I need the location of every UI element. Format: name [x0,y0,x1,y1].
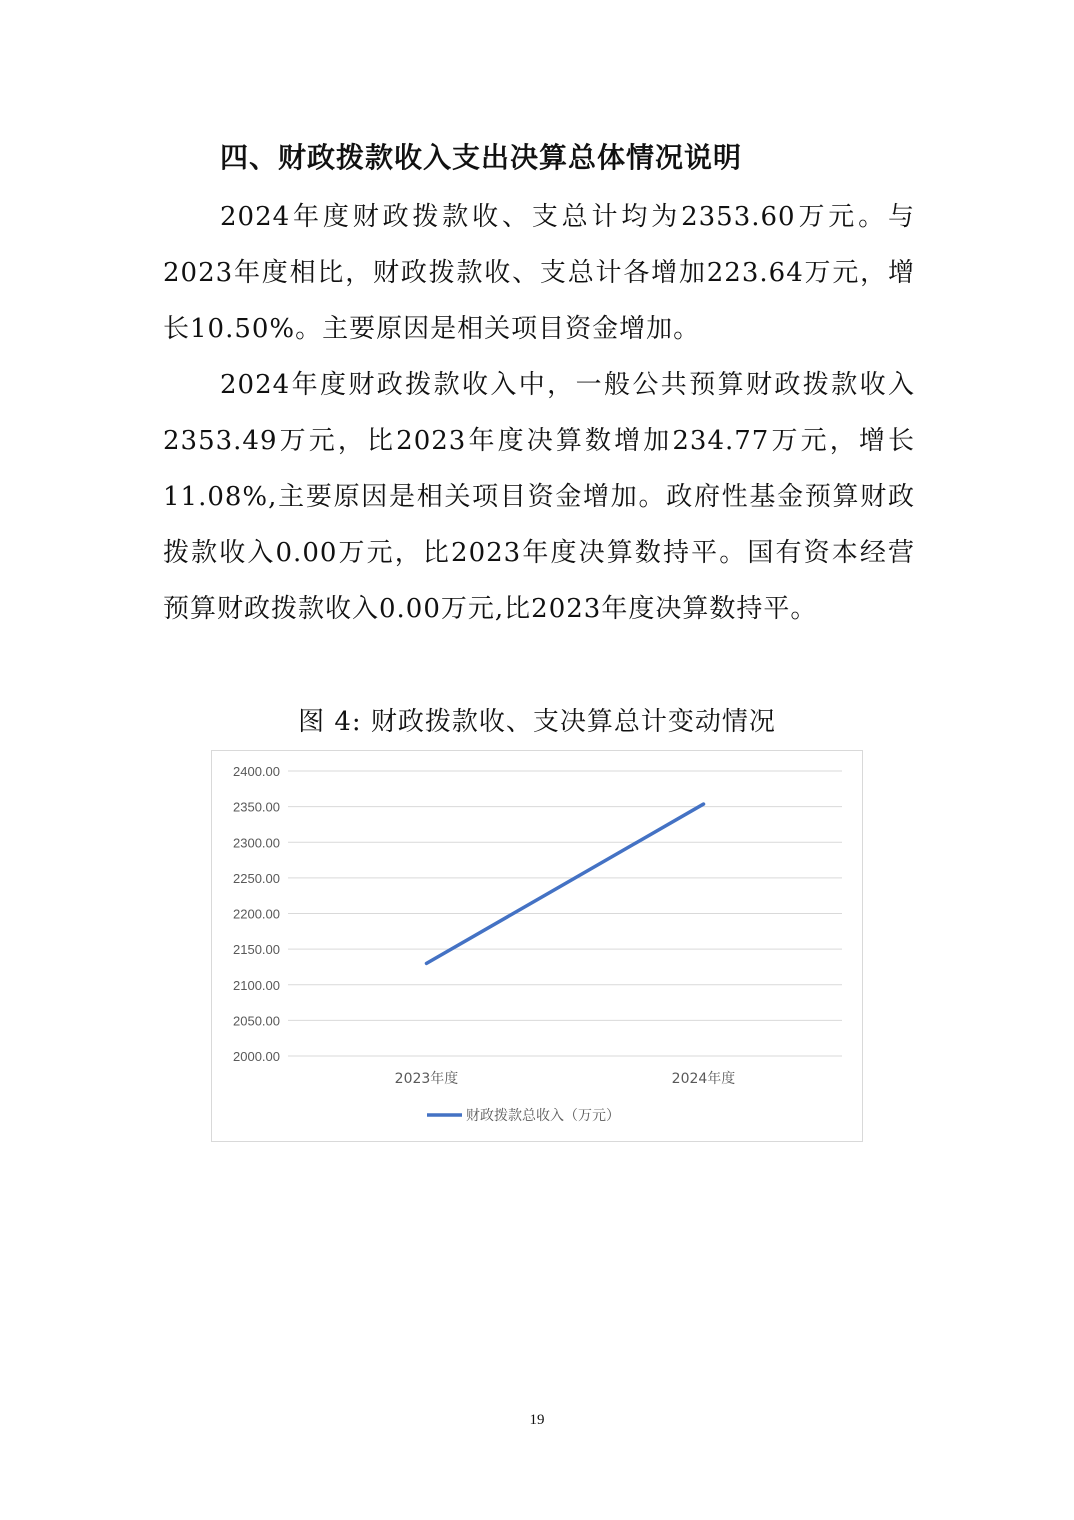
y-tick-label: 2100.00 [233,977,280,993]
section-heading: 四、财政拨款收入支出决算总体情况说明 [220,141,743,174]
y-tick-label: 2400.00 [233,764,280,779]
x-tick-label: 2024年度 [671,1071,736,1087]
line-chart [211,750,863,1142]
x-tick-label: 2023年度 [394,1071,459,1087]
y-tick-label: 2000.00 [233,1049,280,1064]
y-tick-label: 2050.00 [233,1013,280,1029]
chart-svg [212,751,862,1141]
y-tick-label: 2200.00 [233,906,280,922]
y-tick-label: 2300.00 [233,835,280,851]
paragraph-2: 2024年度财政拨款收入中，一般公共预算财政拨款收入2353.49万元，比2023年度决算数增加234.77万元，增长11.08%,主要原因是相关项目资金增加。政府性基金预算财政拨款收入0.00万元，比2023年度决算数持平。国有资本经营预算财政拨款收入0.00万元,比2023年度决算数持平。 [163,370,915,624]
y-tick-label: 2350.00 [233,799,280,815]
series-line [427,804,704,963]
y-tick-label: 2250.00 [233,870,280,886]
legend-label: 财政拨款总收入（万元） [466,1108,620,1124]
page-number: 19 [529,1412,545,1428]
y-tick-label: 2150.00 [233,942,280,958]
figure-caption: 图 4: 财政拨款收、支决算总计变动情况 [298,707,776,737]
paragraph-1: 2024年度财政拨款收、支总计均为2353.60万元。与2023年度相比，财政拨款收、支总计各增加223.64万元，增长10.50%。主要原因是相关项目资金增加。 [163,202,915,344]
